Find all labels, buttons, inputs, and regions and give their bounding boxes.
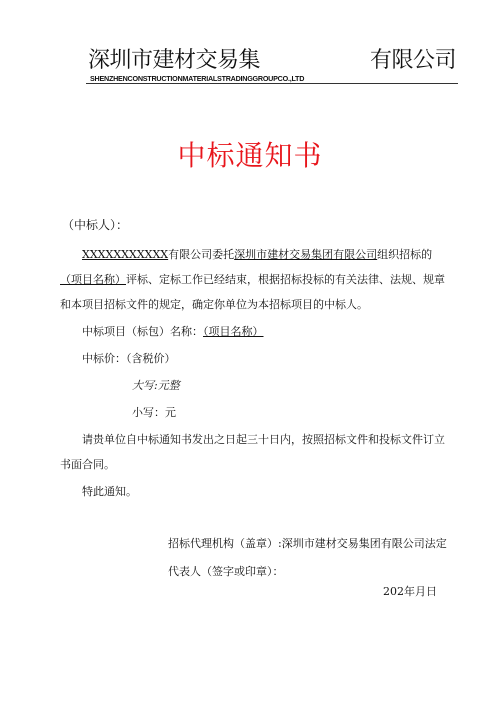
company-name-cn-left: 深圳市建材交易集 [88, 48, 261, 73]
intro-text-3: 评标、定标工作已经结束，根据招标投标的有关法律、法规、规章和本项目招标文件的规定，确定你单位为本招标项目的中标人。 [60, 273, 445, 311]
project-name: （项目名称） [60, 273, 126, 286]
agency-name: 深圳市建材交易集团有限公司 [234, 248, 378, 261]
company-name-en: SHENZHENCONSTRUCTIONMATERIALSTRADINGGROUPCO.,LTD [90, 74, 305, 83]
document-title: 中标通知书 [177, 139, 323, 172]
agency-seal-line: 招标代理机构（盖章）:深圳市建材交易集团有限公司法定 [168, 537, 447, 550]
signature-block [168, 530, 468, 586]
letterhead [88, 48, 456, 84]
intro-text-2: 组织招标的 [377, 248, 433, 261]
price-in-words: 大写:元整 [132, 379, 180, 392]
intro-paragraph [60, 242, 454, 317]
company-name-cn-right: 有限公司 [369, 48, 456, 73]
project-line [60, 319, 454, 344]
issue-date: 202年月日 [383, 585, 437, 598]
project-value: （项目名称） [203, 325, 264, 338]
contract-note: 请贵单位自中标通知书发出之日起三十日内，按照招标文件和投标文件订立书面合同。 [60, 433, 445, 471]
placeholder-company: XXXXXXXXXXX [82, 248, 169, 261]
closing-text: 特此通知。 [82, 485, 137, 498]
legal-rep-line: 代表人（签字或印章）： [168, 565, 284, 578]
price-in-figures: 小写：元 [132, 406, 176, 419]
letter-body [60, 242, 454, 504]
winner-label: （中标人）： [62, 218, 129, 232]
intro-text-1: 有限公司委托 [168, 248, 235, 261]
header-divider [86, 83, 458, 84]
project-label: 中标项目（标包）名称： [82, 325, 203, 338]
price-label: 中标价：（含税价） [82, 352, 176, 365]
